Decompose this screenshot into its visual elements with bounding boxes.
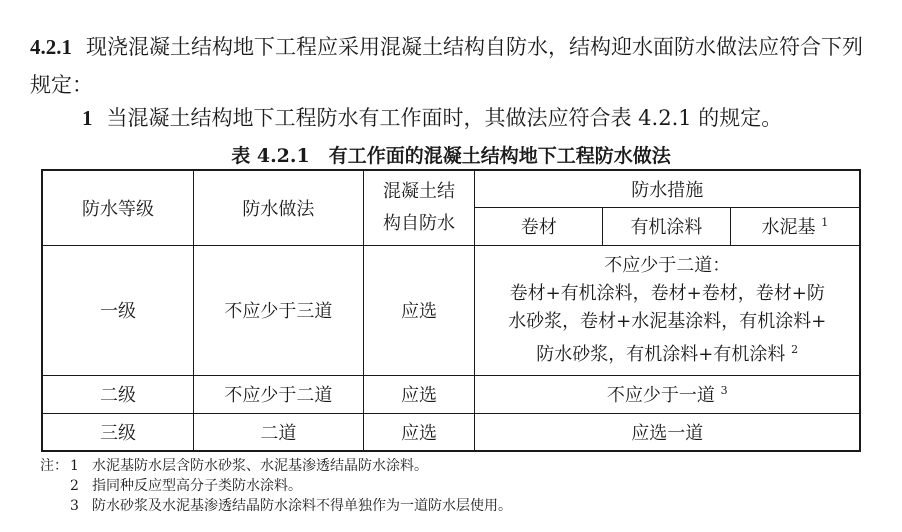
- item-1: [82, 102, 882, 134]
- note-number: 2: [70, 478, 79, 494]
- footnote-ref-1: 1: [821, 216, 829, 229]
- table-row: [42, 375, 860, 413]
- header-measures: 防水措施: [475, 170, 860, 207]
- row-concrete: 应选: [363, 245, 475, 375]
- note-text: 水泥基防水层含防水砂浆、水泥基渗透结晶防水涂料。: [92, 458, 428, 474]
- row-grade: 一级: [42, 245, 194, 375]
- row-method: 不应少于二道: [194, 375, 364, 413]
- row-concrete: 应选: [363, 375, 475, 413]
- row-concrete: 应选: [363, 413, 475, 451]
- item-number: 1: [82, 106, 93, 130]
- header-concrete: [363, 170, 475, 245]
- table-row: [42, 413, 860, 451]
- header-cement-label: 水泥基: [761, 217, 816, 238]
- measures-text: 不应少于一道: [606, 385, 715, 406]
- table-row: [42, 245, 860, 375]
- header-cement-based: [730, 207, 860, 245]
- row-measures: [475, 245, 860, 375]
- header-row-1: [42, 170, 860, 207]
- clause-4-2-1: [30, 28, 880, 104]
- header-concrete-line2: 构自防水: [383, 212, 456, 234]
- header-organic-coating: 有机涂料: [603, 207, 731, 245]
- waterproofing-table: [41, 169, 861, 452]
- measures-line: 不应少于二道：: [604, 254, 731, 276]
- row-method: 二道: [194, 413, 364, 451]
- row-method: 不应少于三道: [194, 245, 364, 375]
- table-notes: [40, 456, 512, 516]
- measures-line: 卷材+有机涂料，卷材+卷材，卷材+防: [509, 282, 825, 304]
- item-text: 当混凝土结构地下工程防水有工作面时，其做法应符合表 4.2.1 的规定。: [106, 106, 783, 130]
- row-grade: 三级: [42, 413, 194, 451]
- measures-line: 水砂浆，卷材+水泥基涂料，有机涂料+: [508, 310, 827, 332]
- table-caption: 表 4.2.1 有工作面的混凝土结构地下工程防水做法: [231, 145, 671, 167]
- header-method: 防水做法: [194, 170, 364, 245]
- notes-prefix: 注：: [40, 458, 68, 474]
- header-membrane: 卷材: [475, 207, 603, 245]
- footnote-ref-2: 2: [791, 342, 799, 356]
- note-text: 指同种反应型高分子类防水涂料。: [92, 478, 302, 494]
- clause-text: 现浇混凝土结构地下工程应采用混凝土结构自防水，结构迎水面防水做法应符合下列规定：: [30, 35, 863, 97]
- note-item: [40, 456, 512, 476]
- row-measures: 应选一道: [475, 413, 860, 451]
- note-item: [40, 476, 512, 496]
- note-number: 1: [70, 458, 79, 474]
- header-grade: 防水等级: [42, 170, 194, 245]
- header-concrete-line1: 混凝土结: [383, 180, 456, 202]
- footnote-ref-3: 3: [720, 384, 728, 397]
- measures-line: 防水砂浆，有机涂料+有机涂料: [536, 343, 786, 365]
- row-measures: [475, 375, 860, 413]
- note-item: [40, 496, 512, 516]
- note-text: 防水砂浆及水泥基渗透结晶防水涂料不得单独作为一道防水层使用。: [92, 498, 512, 514]
- clause-number: 4.2.1: [30, 35, 72, 59]
- row-grade: 二级: [42, 375, 194, 413]
- note-number: 3: [70, 498, 79, 514]
